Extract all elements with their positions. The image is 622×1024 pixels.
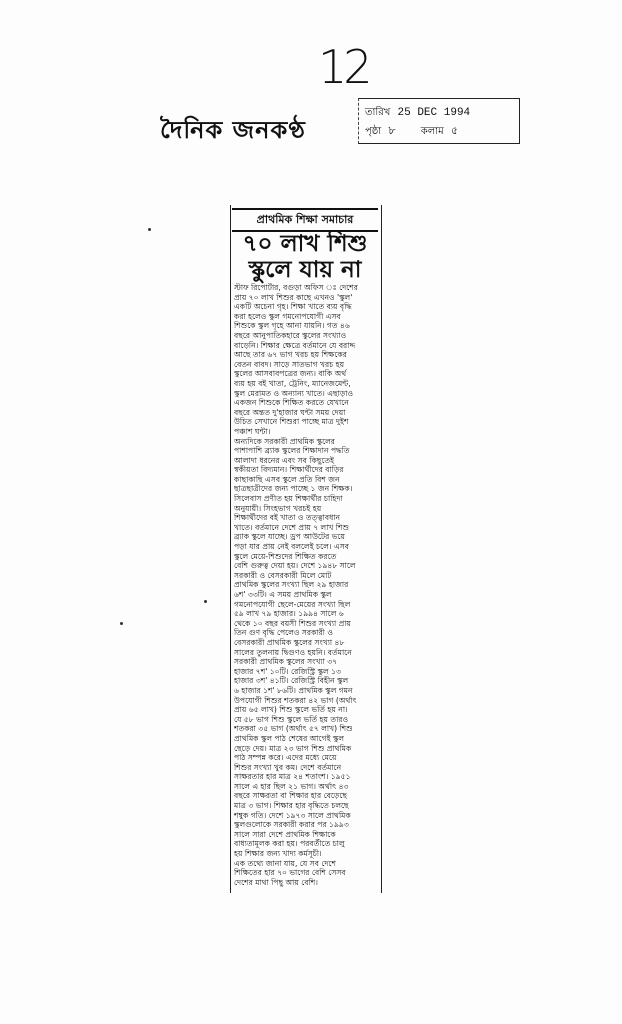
article-text-line: শিক্ষার্থীদের বই খাতা ও তত্ত্বাবধান <box>234 513 341 523</box>
article-text-line: পাশাপাশি ব্র্যাক স্কুলের শিক্ষাদান পদ্ধতি <box>234 446 350 456</box>
article-text-line: বছরে আনুপাতিকহারে স্কুলের সংখ্যাও <box>234 330 347 340</box>
article-text-line: স্কুলে মেয়ে-শিশুদের শিক্ষিত করতে <box>234 551 337 561</box>
date-stamp <box>358 98 520 144</box>
article-text-line: স্কুলের আসবাবপত্রের জন্য। বাকি অর্থ <box>234 369 347 379</box>
article-text-line: ৬শ' ৩৩টি। এ সময় প্রাথমিক স্কুল <box>234 590 332 599</box>
scan-speck <box>148 228 151 231</box>
stamp-page-value: ৮ <box>388 126 396 138</box>
article-text-line: আলাদা ধরনের এবং সব কিছুতেই <box>234 455 335 465</box>
article-text-line: ছাত্রছাত্রীদের জন্য পাচ্ছে ১ জন শিক্ষক। <box>234 484 353 494</box>
article-text-line: শিশুর সংখ্যা খুব কম। দেশে বর্তমানে <box>234 762 342 772</box>
article-text-line: যে ৫৮ ভাগ শিশু স্কুলে ভর্তি হয় তারও <box>234 714 349 724</box>
article-text-line: ৫৯ লাখ ৭৯ হাজার। ১৯৯৪ সালে ৬ <box>234 609 344 619</box>
article-text-line: বাড়েনি। শিক্ষার ক্ষেত্রে বর্তমানে যে বরাদ্দ <box>234 340 356 350</box>
article-text-line: পড়া যার প্রায় নেই বললেই চলে। এসব <box>234 542 350 552</box>
stamp-date-label: তারিখ <box>365 107 391 118</box>
stamp-page-row <box>365 122 513 141</box>
article-text-line: শম্বুক গতি। দেশে ১৯৭৩ সালে প্রাথমিক <box>234 810 351 820</box>
article-text-line: ছেড়ে দেয়। মাত্র ২৩ ভাগ শিশু প্রাথমিক <box>234 743 352 753</box>
article-text-line: বাধ্যতামূলক করা হয়। পরবর্তীতে চালু <box>234 839 345 849</box>
article-text-line: স্কুলগুলোকে সরকারী করার পর ১৯৯৩ <box>234 820 349 830</box>
article-text-line: কাছাকাছি এসব স্কুলে প্রতি বিশ জন <box>234 474 340 484</box>
stamp-column-value: ৫ <box>450 126 458 138</box>
article-text-line: উপযোগী শিশুর শতকরা ৪২ ভাগ (অর্থাৎ <box>234 695 357 705</box>
article-text-line: সাক্ষরতার হার মাত্র ২৪ শতাংশ। ১৯৫১ <box>234 772 351 782</box>
article-text-line: উচিত সেখানে শিশুরা পাচ্ছে মাত্র দুইশ <box>234 417 349 427</box>
article-text-line: সিলেবাস প্রণীত হয় শিক্ষার্থীর চাহিদা <box>234 494 343 504</box>
article-text-line: স্টাফ রিপোর্টার, বগুড়া অফিস ঃ দেশের <box>234 283 358 292</box>
article-text-line: হাজার ৩শ' ৪১টি। রেজিস্ট্রি বিহীন স্কুল <box>234 676 349 686</box>
newspaper-masthead: দৈনিক জনকণ্ঠ <box>160 116 306 144</box>
article-text-line: বছরে সাক্ষরতা বা শিক্ষার হার বেড়েছে <box>234 791 347 801</box>
article-text-line: পাঠ সম্পন্ন করে। এদের মধ্যে মেয়ে <box>234 753 337 763</box>
handwritten-page-number: 12 <box>318 40 369 94</box>
article-text-line: সালে এ হার ছিল ২১ ভাগ। অর্থাৎ ৪৩ <box>234 781 349 791</box>
article-text-line: একটি অচেনা গৃহ। শিক্ষা খাতে ব্যয় বৃদ্ধি <box>234 302 352 312</box>
article-text-line: স্বকীয়তা বিদ্যমান। শিক্ষার্থীদের বাড়ির <box>234 465 344 475</box>
article-text-line: সালের তুলনায় দ্বিগুণও হয়নি। বর্তমানে <box>234 647 352 657</box>
article-text-line: শতকরা ৩৫ ভাগ (অর্থাৎ ৫৭ লাখ) শিশু <box>234 724 353 734</box>
article-text-line: মাত্র ৩ ভাগ। শিক্ষার হার বৃদ্ধিতে চলছে <box>234 801 349 811</box>
article-text-line: একজন শিশুকে শিক্ষিত করতে যেখানে <box>234 398 349 408</box>
article-text-line: বেসরকারী প্রাথমিক স্কুলের সংখ্যা ৪৮ <box>234 637 345 647</box>
article-text-line: প্রায় ৬৫ লাখ) শিশু স্কুলে ভর্তি হয় না। <box>234 705 348 715</box>
article-text-line: প্রাথমিক স্কুলের সংখ্যা ছিল ২৯ হাজার <box>234 580 349 590</box>
headline-line-2: স্কুলে যায় না <box>248 257 362 283</box>
article-text-line: স্কুল মেরামত ও অন্যান্য খাতে। এছাড়াও <box>234 388 354 398</box>
article-text-line: খাতে। বর্তমানে দেশে প্রায় ৭ লাখ শিশু <box>234 522 350 532</box>
article-text-line: শিশুকে স্কুল গৃহে আনা যায়নি। গত ৪৬ <box>234 321 350 331</box>
article-text-line: পঞ্চাশ ঘন্টা। <box>234 426 271 436</box>
article-kicker: প্রাথমিক শিক্ষা সমাচার <box>232 208 378 232</box>
article-text-line: সালে সারা দেশে প্রাথমিক শিক্ষাকে <box>234 829 336 839</box>
article-text-line: বেতন বাবদ। সাড়ে সাতভাগ খরচ হয় <box>234 359 345 369</box>
article-text-line: দেশের মাথা পিছু আয় বেশি। <box>234 877 318 887</box>
headline-line-1: ৭০ লাখ শিশু <box>242 231 368 257</box>
article-text-line: সরকারী ও বেসরকারী মিলে মোট <box>234 570 332 580</box>
article-text-line: সরকারী প্রাথমিক স্কুলের সংখ্যা ৩৭ <box>234 657 338 667</box>
article-text-line: অন্যদিকে সরকারী প্রাথমিক স্কুলের <box>234 436 335 446</box>
article-text-line: আছে তার ৬৭ ভাগ খরচ হয় শিক্ষকের <box>234 350 347 360</box>
article-text-line: ব্র্যাক স্কুলে যাচ্ছে। ড্রপ আউটের ভয়ে <box>234 532 345 542</box>
article-text-line: বছরে অন্তত দু'হাজার ঘন্টা সময় দেয়া <box>234 407 346 417</box>
scan-speck <box>204 600 207 603</box>
article-text-line: গমনোপযোগী ছেলে-মেয়ের সংখ্যা ছিল <box>234 599 351 609</box>
article-text-line: এক তথ্যে জানা যায়, যে সব দেশে <box>234 858 336 868</box>
article-text-line: অনুযায়ী। সিংহভাগ খরচই হয় <box>234 503 322 513</box>
article-text-line: হয় শিক্ষার জন্য খাদ্য কর্মসূচী। <box>234 849 322 859</box>
article-text-line: প্রাথমিক স্কুল পাঠ শেষের আগেই স্কুল <box>234 733 345 743</box>
article-text-line: করা হলেও স্কুল গমনোপযোগী এসব <box>234 311 341 321</box>
stamp-page-label: পৃষ্ঠা <box>365 126 382 137</box>
stamp-date-value: 25 DEC 1994 <box>397 107 471 119</box>
article-text-line: শিক্ষিতের হার ৭০ ভাগের বেশি সেসব <box>234 868 346 878</box>
article-text-line: প্রায় ৭০ লাখ শিশুর কাছে এখনও 'স্কুল' <box>234 292 353 302</box>
article-text-line: থেকে ১০ বছর বয়সী শিশুর সংখ্যা প্রায় <box>234 618 352 628</box>
article-text-line: বেশি গুরুত্ব দেয়া হয়। দেশে ১৯৪৮ সালে <box>234 561 356 571</box>
stamp-column-label: কলাম <box>420 126 444 137</box>
stamp-date-row <box>365 103 513 122</box>
article-text-line: ৬ হাজার ১শ' ৮৬টি। প্রাথমিক স্কুল গমন <box>234 685 353 695</box>
scan-speck <box>120 622 123 625</box>
article-body <box>234 283 376 887</box>
article-text-line: ব্যয় হয় বই খাতা, ট্রেনিং, ম্যানেজমেন্ট, <box>234 378 351 388</box>
article-text-line: হাজার ৭শ' ১০টি। রেজিস্ট্রি স্কুল ১৩ <box>234 666 341 676</box>
article-text-line: তিন গুণ বৃদ্ধি পেলেও সরকারী ও <box>234 628 333 638</box>
